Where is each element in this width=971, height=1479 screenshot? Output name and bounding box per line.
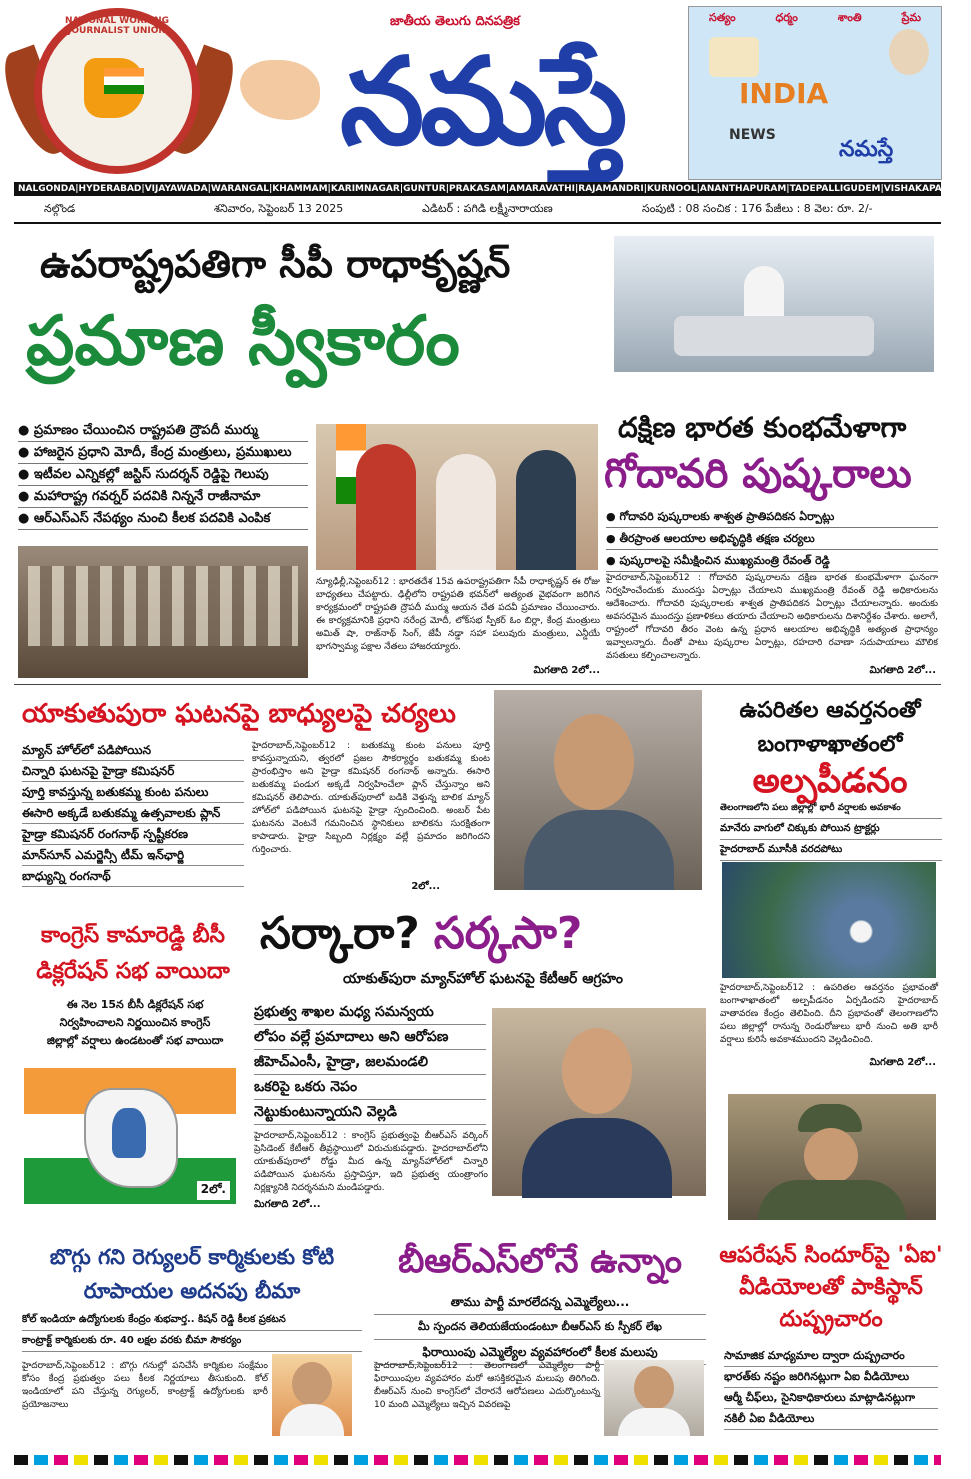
lead-headline: ప్రమాణ స్వీకారం	[26, 302, 460, 381]
masthead-tagline: జాతీయ తెలుగు దినపత్రిక	[390, 14, 520, 29]
header-rule	[14, 222, 941, 224]
godavari-more-link[interactable]: మిగతాది 2లో...	[869, 665, 936, 676]
person-figure	[516, 450, 576, 570]
city-name: KURNOOL	[646, 184, 697, 194]
review-meeting-photo	[614, 236, 934, 372]
lead-more-link[interactable]: మిగతాది 2లో...	[533, 665, 600, 676]
ad-word: ధర్మం	[775, 11, 798, 24]
person-face	[554, 714, 634, 810]
city-name: RAJAMANDRI	[578, 184, 644, 194]
lead-bullet: ● ప్రమాణం చేయించిన రాష్ట్రపతి ద్రౌపదీ ముర్ము	[18, 420, 308, 442]
person-face	[292, 1362, 332, 1406]
taj-mahal-icon	[709, 37, 759, 77]
godavari-bullet: ● పుష్కరాలపై సమీక్షించిన ముఖ్యమంత్రి రేవంత్ రెడ్డి	[606, 550, 938, 572]
congress-hand-icon	[112, 1108, 146, 1158]
volume-info: సంపుటి : 08 సంచిక : 176 పేజీలు : 8 వెల: రూ. 2/-	[642, 202, 873, 215]
city-name: TADEPALLIGUDEM	[789, 184, 881, 194]
yakutpura-line: బాధ్యున్ని రంగనాథ్	[22, 866, 244, 887]
union-name: NATIONAL WORKING JOURNALIST UNION	[64, 16, 170, 36]
person-face	[634, 1366, 674, 1410]
yakutpura-headline: యాకుతుపురా ఘటనపై బాధ్యులపై చర్యలు	[22, 699, 456, 729]
congress-flag-image	[24, 1068, 236, 1204]
issue-info-bar	[14, 200, 941, 220]
ad-word: సత్యం	[708, 11, 736, 24]
gandhi-portrait-icon	[889, 29, 929, 75]
cyclone-lines	[720, 798, 942, 861]
godavari-bullet: ● గోదావరి పుష్కరాలకు శాశ్వత ప్రాతిపదికన ఏర్పాట్లు	[606, 506, 938, 528]
india-flag-icon	[104, 68, 144, 94]
masthead-title: నమస్తే	[340, 31, 624, 172]
lead-kicker: ఉపరాష్ట్రపతిగా సీపీ రాధాకృష్ణన్	[40, 242, 511, 286]
speaker-photo	[604, 1360, 704, 1436]
yakutpura-line: చిన్నారి ఘటనపై హైడ్రా కమిషనర్	[22, 761, 244, 782]
godavari-kicker: దక్షిణ భారత కుంభమేళాగా	[618, 411, 907, 444]
city-name: HYDERABAD	[78, 184, 142, 194]
masthead-ad	[688, 6, 942, 180]
congress-headline: కాంగ్రెస్ కామారెడ్డి బీసీ డిక్లరేషన్ సభ వాయిదా	[36, 923, 230, 984]
ktr-line: ఒకరిపై ఒకరు నెపం	[254, 1075, 486, 1100]
city-name: NALGONDA	[18, 184, 76, 194]
coal-body: హైదరాబాద్,సెప్టెంబర్12 : బొగ్గు గనుల్లో పనిచేసే కార్మికుల సంక్షేమం కోసం కేంద్ర ప్రభుత్వం పలు కీలక నిర్ణయాలు తీసుకుంది. కోల్ ఇండియాలో పని చేస్తున్న రెగ్యులర్, కాంట్రాక్ట్ ఉద్యోగులకు భారీ ప్రయోజనాలు	[22, 1361, 268, 1410]
brs-lines	[374, 1290, 706, 1365]
yakutpura-lines	[22, 740, 244, 887]
cyclone-kicker: ఉపరితల ఆవర్తనంతో బంగాళాఖాతంలో	[739, 698, 921, 757]
guards-row	[28, 566, 298, 646]
army-line: సామాజిక మాధ్యమాల ద్వారా దుష్ప్రచారం	[724, 1346, 938, 1367]
congress-line: జిల్లాల్లో వర్షాలు ఉండటంతో సభ వాయిదా	[46, 1034, 224, 1047]
editor-name: ఎడిటర్ : పగిడి లక్ష్మీనారాయణ	[422, 202, 553, 215]
army-line: నకిలీ ఏఐ వీడియోలు	[724, 1409, 938, 1430]
cyclone-more-link[interactable]: మిగతాది 2లో...	[869, 1057, 936, 1068]
ktr-line: ప్రభుత్వ శాఖల మధ్య సమన్వయ	[254, 1000, 486, 1025]
lead-body: న్యూఢిల్లీ,సెప్టెంబర్12 : భారతదేశ 15వ ఉపరాష్ట్రపతిగా సీపీ రాధాకృష్ణన్ ఈ రోజు బాధ్యతలు చేపట్టారు. ఢిల్లీలోని రాష్ట్రపతి భవన్‌లో అత్యంత వైభవంగా జరిగిన కార్యక్రమంలో రాష్ట్రపతి ద్రౌపదీ ముర్ము ఆయన చేత పదవీ ప్రమాణం చేయించారు. ఈ కార్యక్రమానికి ప్రధాని నరేంద్ర మోదీ, లోక్‌సభ స్పీకర్ ఓం బిర్లా, కేంద్ర మంత్రులు అమిత్ షా, రాజ్‌నాథ్ సింగ్, జేపీ నడ్డా సహా పలువురు మంత్రులు, ఎన్డీయే భాగస్వామ్య పక్షాల నేతలు హాజరయ్యారు.	[316, 577, 600, 652]
congress-line: ఈ నెల 15న బీసీ డిక్లరేషన్ సభ	[66, 998, 204, 1011]
congress-more-link[interactable]: 2లో.	[197, 1181, 230, 1200]
city-name: GUNTUR	[403, 184, 446, 194]
ad-word: శాంతి	[837, 11, 862, 24]
person-body	[758, 1180, 906, 1220]
army-headline: ఆపరేషన్ సిందూర్‌పై 'ఏఐ' వీడియోలతో పాకిస్థాన్ దుష్ప్రచారం	[719, 1243, 943, 1332]
brs-line: ఫిరాయింపు ఎమ్మెల్యేల వ్యవహారంలో కీలక మలుపు	[374, 1340, 706, 1365]
meeting-table	[674, 316, 874, 356]
coal-headline: బొగ్గు గని రెగ్యులర్ కార్మికులకు కోటి రూపాయల అదనపు బీమా	[49, 1245, 335, 1303]
ktr-line: లోపం వల్లే ప్రమాదాలు అని ఆరోపణ	[254, 1025, 486, 1050]
city-name: KARIMNAGAR	[330, 184, 400, 194]
godavari-bullet: ● తీరప్రాంత ఆలయాల అభివృద్ధికి తక్షణ చర్యలు	[606, 528, 938, 550]
coal-line: కోల్ ఇండియా ఉద్యోగులకు కేంద్రం శుభవార్త.. కిషన్ రెడ్డి కీలక ప్రకటన	[22, 1310, 362, 1331]
city-editions-bar: NALGONDA | HYDERABAD | VIJAYAWADA | WARANGAL | KHAMMAM | KARIMNAGAR | GUNTUR | PRAKASAM | AMARAVATHI | RAJAMANDRI | KURNOOL | ANANTHAPURAM | TADEPALLIGUDEM | VISHAKAPATNAM	[14, 182, 941, 196]
person-body	[522, 1118, 672, 1198]
coal-line: కాంట్రాక్ట్ కార్మికులకు రూ. 40 లక్షల వరకు బీమా సౌకర్యం	[22, 1331, 362, 1352]
masthead	[300, 10, 680, 180]
ktr-kicker: యాకుత్‌పురా మ్యాన్‌హోల్ ఘటనపై కేటీఆర్ ఆగ్రహం	[343, 971, 623, 987]
lead-bullet: ● హాజరైన ప్రధాని మోదీ, కేంద్ర మంత్రులు, ప్రముఖులు	[18, 442, 308, 464]
ktr-more-link[interactable]: మిగతాది 2లో...	[254, 1199, 321, 1210]
brs-body: హైదరాబాద్,సెప్టెంబర్12 : తెలంగాణలో ఎమ్మెల్యేల పార్టీ ఫిరాయింపుల వ్యవహారం మరో ఆసక్తికరమైన మలుపు తిరిగింది. బీఆర్ఎస్ నుంచి కాంగ్రెస్‌లో చేరారనే ఆరోపణలు ఎదుర్కొంటున్న 10 మంది ఎమ్మెల్యేలు ఇచ్చిన వివరణపై	[374, 1361, 600, 1410]
ktr-line: జీహెచ్ఎంసీ, హైడ్రా, జలమండలి	[254, 1050, 486, 1075]
city-name: AMARAVATHI	[509, 184, 575, 194]
godavari-body: హైదరాబాద్,సెప్టెంబర్12 : గోదావరి పుష్కరాలను దక్షిణ భారత కుంభమేళాగా ఘనంగా నిర్వహించేందుకు ముందస్తు ఏర్పాట్లు చేయాలని ముఖ్యమంత్రి రేవంత్ రెడ్డి అధికారులను ఆదేశించారు. గోదావరి పుష్కరాలకు శాశ్వత ప్రాతిపదికన ఏర్పాట్లు చేయాలన్నారు. అందుకు అవసరమైన ముందస్తు ప్రణాళికలు తయారు చేయాలని అధికారులను దిశానిర్దేశం చేశారు. అలాగే, రాష్ట్రంలో గోదావరి తీరం వెంట ఉన్న ప్రధాన ఆలయాల అభివృద్ధికి అత్యంత ప్రాధాన్యం ఇవ్వాలన్నారు. దీంతో పాటు పుష్కరాల ఏర్పాట్లు, రహదారి రవాణా సదుపాయాలు మౌలిక వసతులు కల్పించాలన్నారు.	[606, 573, 938, 661]
brs-headline: బీఆర్ఎస్‌లోనే ఉన్నాం	[398, 1241, 682, 1281]
yakutpura-more-link[interactable]: 2లో...	[411, 881, 440, 892]
section-divider	[14, 684, 941, 685]
coal-lines	[22, 1310, 362, 1352]
person-body	[524, 810, 674, 890]
ktr-headline	[260, 904, 710, 964]
satellite-cyclone-photo	[722, 862, 936, 978]
print-color-bar	[14, 1455, 941, 1465]
yakutpura-body: హైదరాబాద్,సెప్టెంబర్12 : బతుకమ్మ కుంట పనులు పూర్తి కావస్తున్నాయని, త్వరలో ప్రజల సౌకర్యార్థం బతుకమ్మ కుంట ప్రారంభిస్తాం అని హైడ్రా కమిషనర్ రంగనాథ్ అన్నారు. ఈసారి బతుకమ్మ పండుగ అక్కడే నిర్వహించేలా ప్లాన్ చేస్తున్నాం అని కమిషనర్ తెలిపారు. యాకుత్‌పురాలో బడికి వెళ్తున్న బాలిక మ్యాన్ హోల్‌లో పడిపోయిన ఘటనపై హైడ్రా స్పందించింది. అంబర్ పేట ఘటనను వెంటనే గమనించిన స్థానికులు బాలికను సురక్షితంగా కాపాడారు. హైడ్రా సిబ్బంది నిర్లక్ష్యం వల్లే ప్రమాదం జరిగిందని గుర్తించారు.	[252, 741, 490, 855]
city-name: PRAKASAM	[449, 184, 506, 194]
ktr-headline-b: సర్కసా?	[433, 908, 583, 959]
person-figure	[436, 454, 496, 570]
lead-bullet: ● మహారాష్ట్ర గవర్నర్ పదవికి నిన్ననే రాజీనామా	[18, 486, 308, 508]
person-figure	[744, 266, 784, 316]
person-face	[562, 1028, 632, 1114]
yakutpura-line: హైడ్రా కమిషనర్ రంగనాథ్ స్పష్టీకరణ	[22, 824, 244, 845]
ad-namaste-text: నమస్తే	[839, 137, 894, 162]
person-body	[618, 1408, 690, 1436]
ceremony-photo	[18, 546, 308, 678]
lead-bullets	[18, 420, 308, 530]
ad-news-text: NEWS	[729, 127, 776, 143]
lead-bullet: ● ఆర్ఎస్ఎస్ నేపథ్యం నుంచి కీలక పదవికి ఎంపిక	[18, 508, 308, 530]
person-body	[280, 1404, 344, 1436]
ktr-body: హైదరాబాద్,సెప్టెంబర్12 : కాంగ్రెస్ ప్రభుత్వంపై బీఆర్ఎస్ వర్కింగ్ ప్రెసిడెంట్ కేటీఆర్ తీవ్రస్థాయిలో విరుచుకుపడ్డారు. హైదరాబాద్‌లోని యాకుత్‌పురాలో రోడ్డు మీద ఉన్న మ్యాన్‌హోల్‌లో చిన్నారి పడిపోయిన ఘటనను ప్రస్తావిస్తూ, ఇది ప్రభుత్వ యంత్రాంగం నిర్లక్ష్యానికి నిదర్శనమని మండిపడ్డారు.	[254, 1131, 488, 1193]
yakutpura-line: పూర్తి కావస్తున్న బతుకమ్మ కుంట పనులు	[22, 782, 244, 803]
oath-photo	[316, 424, 598, 570]
cyclone-headline: అల్పపీడనం	[752, 761, 908, 801]
army-lines	[724, 1346, 938, 1430]
godavari-bullets	[606, 506, 938, 572]
city-name: ANANTHAPURAM	[699, 184, 787, 194]
city-name: WARANGAL	[210, 184, 269, 194]
ktr-line: నెట్టుకుంటున్నాయని వెల్లడి	[254, 1100, 486, 1125]
ktr-headline-a: సర్కారా?	[260, 908, 420, 959]
commissioner-photo	[494, 690, 702, 890]
ktr-photo	[492, 1008, 706, 1196]
lead-bullet: ● ఇటీవల ఎన్నికల్లో జస్టిస్ సుదర్శన్ రెడ్డిపై గెలుపు	[18, 464, 308, 486]
yakutpura-line: ఈసారి అక్కడే బతుకమ్మ ఉత్సవాలకు ప్లాన్	[22, 803, 244, 824]
city-name: VISHAKAPATNAM	[883, 184, 971, 194]
issue-date: శనివారం, సెప్టెంబర్ 13 2025	[214, 202, 344, 215]
brs-line: మీ స్పందన తెలియజేయండంటూ బీఆర్ఎస్ కు స్పీకర్ లేఖ	[374, 1315, 706, 1340]
person-face	[804, 1128, 858, 1184]
cyclone-line: హైదరాబాద్ మూసీకి వరదపోటు	[720, 840, 942, 861]
cyclone-line: మానేరు వాగులో చిక్కుకు పోయిన ట్రాక్టర్లు	[720, 819, 942, 840]
yakutpura-line: మాన్‌సూన్ ఎమర్జెన్సీ టీమ్ ఇన్‌ఛార్జి	[22, 845, 244, 866]
ad-india-text: INDIA	[739, 77, 829, 110]
army-line: ఆర్మీ చీఫ్‌లు, సైనికాధికారులు మాట్లాడినట్లుగా	[724, 1388, 938, 1409]
namaste-hands-icon	[240, 60, 320, 120]
person-figure	[356, 444, 416, 570]
army-line: భారత్‌కు నష్టం జరిగినట్లుగా ఏఐ వీడియోలు	[724, 1367, 938, 1388]
ktr-lines	[254, 1000, 486, 1125]
cyclone-line: తెలంగాణలోని పలు జిల్లాల్లో భారీ వర్షాలకు అవకాశం	[720, 798, 942, 819]
godavari-headline: గోదావరి పుష్కరాలు	[604, 451, 912, 497]
army-chief-photo	[728, 1094, 936, 1220]
union-logo	[14, 8, 224, 180]
yakutpura-line: మ్యాన్ హోల్‌లో పడిపోయిన	[22, 740, 244, 761]
cyclone-body: హైదరాబాద్,సెప్టెంబర్12 : ఉపరితల ఆవర్తనం ప్రభావంతో బంగాళాఖాతంలో అల్పపీడనం ఏర్పడిందని హైదరాబాద్ వాతావరణ కేంద్రం తెలిపింది. దీని ప్రభావంతో తెలంగాణలోని పలు జిల్లాల్లో రానున్న రెండురోజులు భారీ నుంచి అతి భారీ వర్షాలు కురిసే అవకాశముందని వెల్లడించింది.	[720, 983, 938, 1045]
brs-line: తాము పార్టీ మారలేదన్న ఎమ్మెల్యేలు...	[374, 1290, 706, 1315]
edition-place: నల్గొండ	[44, 202, 76, 215]
congress-lines	[26, 996, 244, 1050]
congress-line: నిర్వహించాలని నిర్ణయించిన కాంగ్రెస్	[59, 1016, 211, 1029]
city-name: KHAMMAM	[272, 184, 328, 194]
ad-word: ప్రేమ	[901, 11, 921, 24]
kishan-reddy-photo	[272, 1354, 352, 1436]
city-name: VIJAYAWADA	[144, 184, 208, 194]
